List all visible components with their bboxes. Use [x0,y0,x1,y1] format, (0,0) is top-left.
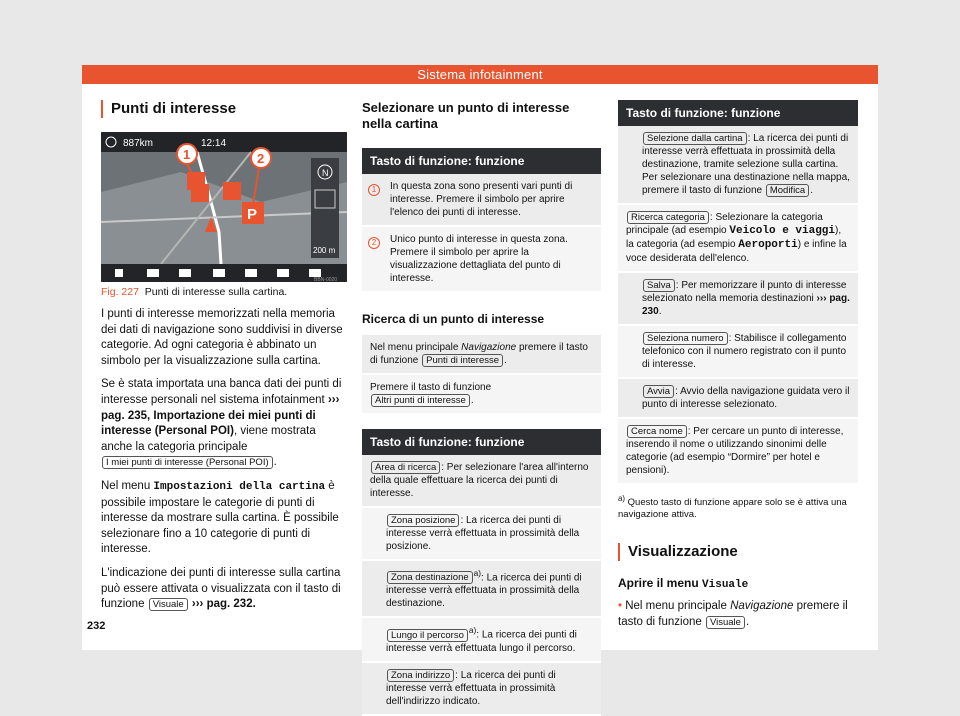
function-key: Lungo il percorso [387,629,468,642]
table-row: Area di ricerca : Per selezionare l'area all'interno della quale effettuare la ricerca dei punti di interesse. [362,455,601,508]
function-table-1 [362,148,601,293]
function-key: Visuale [706,616,745,629]
page-link[interactable]: ››› pag. 235, Importazione dei miei punti di interesse (Personal POI) [101,393,340,438]
function-key: Punti di interesse [422,354,503,367]
function-key: Ricerca categoria [627,211,709,224]
table-row: Cerca nome : Per cercare un punto di interesse, inserendo il nome o utilizzando sinonimi delle categorie (ad esempio “Dormire” per hotel e pensioni). [618,419,858,485]
paragraph: L'indicazione dei punti di interesse sulla cartina può essere attivata o visualizzata con il tasto di funzione Visuale ››› pag. 232. [101,566,341,611]
bullet-icon: • [618,600,623,613]
function-key: Altri punti di interesse [371,394,470,407]
table-row: 2 Unico punto di interesse in questa zona. Premere il simbolo per aprire la visualizzazione dettagliata del punto di interesse. [362,227,601,293]
poi-fuel-icon [223,182,241,200]
table-row: Ricerca categoria : Selezionare la categoria principale (ad esempio Veicolo e viaggi), la categoria (ad esempio Aeroporti) e infine la voce desiderata dell'elenco. [618,205,858,273]
function-key: Visuale [149,598,188,611]
footnote: $^{a)}$ Questo tasto di funzione appare solo se è attiva una navigazione attiva. [618,494,847,521]
function-key: Salva [643,279,675,292]
section-subtitle: Ricerca di un punto di interesse [362,312,545,326]
figure-caption [101,286,347,299]
page-link[interactable]: ››› pag. 230 [642,293,850,317]
function-key: Area di ricerca [371,461,440,474]
table-row: Salva : Per memorizzare il punto di interesse selezionato nella memoria destinazioni ››› pag. 230. [618,273,858,326]
table-header: Tasto di funzione: funzione [362,148,601,174]
table-row: Seleziona numero : Stabilisce il collegamento telefonico con il numero registrato con il punto di interesse. [618,326,858,379]
column-1 [101,100,347,613]
distance-readout: 887km [123,138,154,149]
callout-number: 1 [368,184,380,196]
poi-group-icon [191,184,209,202]
function-table-2 [362,429,601,716]
caption-text: Punti di interesse sulla cartina. [144,286,288,298]
bullet-item: • Nel menu principale Navigazione premere il tasto di funzione Visuale . [618,600,848,628]
menu-name: Impostazioni della cartina [153,480,326,493]
section-subtitle: Selezionare un punto di interesse nella cartina [362,100,570,131]
column-2 [362,100,601,716]
function-table-3 [618,100,858,485]
page-number: 232 [87,620,106,632]
function-key: Seleziona numero [643,332,728,345]
table-row: Zona destinazione $^{a)}$: La ricerca dei punti di interesse verrà effettuata in prossimità della destinazione. [362,561,601,618]
procedure-title: Aprire il menu Visuale [618,576,749,592]
callout-number: 2 [368,237,380,249]
paragraph: I punti di interesse memorizzati nella memoria dei dati di navigazione sono suddivisi in diverse categorie. Ad ogni categoria è abbinato un simbolo per la visualizzazione sulla cartina. [101,308,343,367]
function-key: Modifica [766,184,809,197]
function-key: Selezione dalla cartina [643,132,747,145]
map-illustration [101,132,347,282]
column-3 [618,100,858,630]
figure-code: BBN-0020 [314,277,338,282]
navigation-figure [101,132,347,282]
table-row: Avvia : Avvio della navigazione guidata vero il punto di interesse selezionato. [618,379,858,419]
step-row: Premere il tasto di funzione Altri punti di interesse . [362,375,601,415]
svg-text:2: 2 [257,151,265,166]
section-title: Visualizzazione [618,543,858,561]
function-key: I miei punti di interesse (Personal POI) [102,456,273,469]
step-row: Nel menu principale Navigazione premere il tasto di funzione Punti di interesse . [362,335,601,375]
table-row: Zona indirizzo : La ricerca dei punti di interesse verrà effettuata in prossimità dell'indirizzo indicato. [362,663,601,716]
svg-text:P: P [247,206,258,223]
caption-number: Fig. 227 [101,286,139,298]
paragraph: Nel menu Impostazioni della cartina è possibile impostare le categorie di punti di interesse da mostrare sulla cartina. È possibile selezionare fino a 10 categorie di punti di interesse. [101,479,339,556]
table-row: Zona posizione : La ricerca dei punti di interesse verrà effettuata in prossimità della posizione. [362,508,601,561]
map-scale: 200 m [313,246,336,255]
paragraph: Se è stata importata una banca dati dei punti di interesse personali nel sistema infotainment ››› pag. 235, Importazione dei miei punti di interesse (Personal POI), viene mostrata anche la categoria principale I miei punti di interesse (Personal POI) . [101,378,342,469]
table-row: Lungo il percorso $^{a)}$: La ricerca dei punti di interesse verrà effettuata lungo il percorso. [362,618,601,662]
function-key: Avvia [643,385,674,398]
svg-text:1: 1 [183,147,191,162]
section-header: Sistema infotainment [82,65,878,84]
table-row: Selezione dalla cartina : La ricerca dei punti di interesse verrà effettuata in prossimità della destinazione, tramite selezione sulla cartina. Per selezionare una destinazione nella mappa, premere il tasto di funzione Modifica . [618,126,858,205]
section-title: Punti di interesse [101,100,347,118]
table-header: Tasto di funzione: funzione [362,429,601,455]
function-key: Cerca nome [627,425,687,438]
table-header: Tasto di funzione: funzione [618,100,858,126]
table-row: 1 In questa zona sono presenti vari punti di interesse. Premere il simbolo per aprire l'elenco dei punti di interesse. [362,174,601,227]
function-key: Zona indirizzo [387,669,454,682]
function-key: Zona posizione [387,514,459,527]
function-key: Zona destinazione [387,571,473,584]
page-link[interactable]: ››› pag. 232. [188,598,256,611]
time-readout: 12:14 [201,138,227,149]
svg-text:N: N [322,168,329,178]
